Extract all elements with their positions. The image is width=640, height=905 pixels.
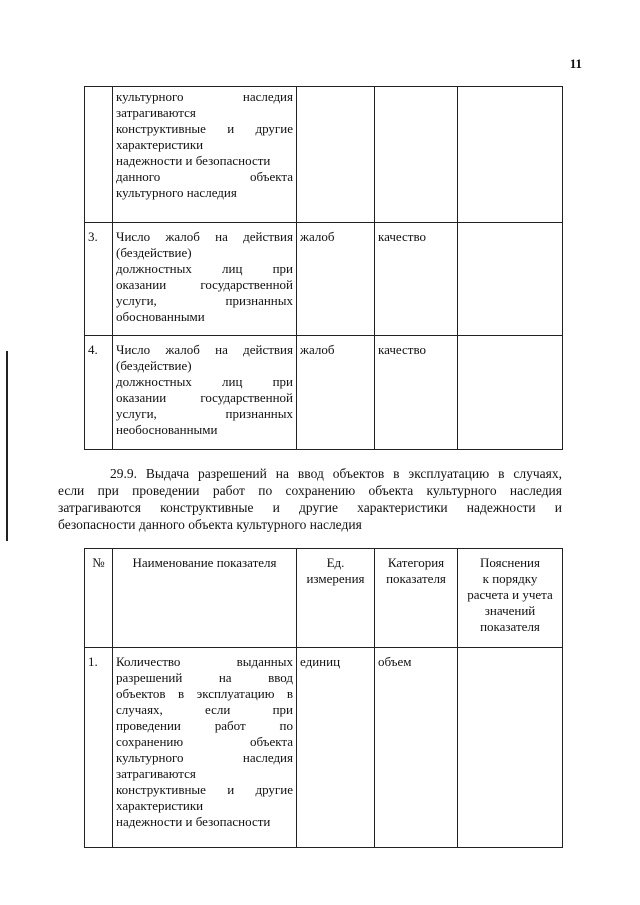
name-line: (бездействие) xyxy=(116,358,192,373)
unit-cell: жалоб xyxy=(297,223,375,336)
indicators-table-continued xyxy=(84,86,563,450)
name-line: затрагиваются xyxy=(116,105,196,120)
table-row xyxy=(85,336,563,450)
margin-mark xyxy=(6,351,8,541)
name-line: культурного наследия xyxy=(116,185,237,200)
indicator-name-cell xyxy=(113,87,297,223)
heading-line: затрагиваются конструктивные и другие характеристики надежности и xyxy=(58,500,562,515)
name-line: культурного наследия xyxy=(116,750,293,765)
name-line: характеристики xyxy=(116,798,204,813)
table-row xyxy=(85,223,563,336)
name-line: Число жалоб на действия xyxy=(116,342,293,357)
category-cell: качество xyxy=(375,223,458,336)
category-cell xyxy=(375,87,458,223)
name-line: затрагиваются xyxy=(116,766,196,781)
header-unit xyxy=(297,549,375,648)
header-notes xyxy=(458,549,563,648)
notes-cell xyxy=(458,223,563,336)
header-notes-line: Пояснения xyxy=(479,555,540,570)
heading-line: если при проведении работ по сохранению объекта культурного наследия xyxy=(58,483,562,498)
indicator-name-cell xyxy=(113,223,297,336)
category-cell: качество xyxy=(375,336,458,450)
header-number: № xyxy=(85,549,113,648)
header-unit-line: Ед. xyxy=(326,555,345,570)
name-line: случаях, если при xyxy=(116,702,293,717)
header-notes-line: показателя xyxy=(480,619,540,634)
name-line: оказании государственной xyxy=(116,277,293,292)
header-name: Наименование показателя xyxy=(113,549,297,648)
name-line: необоснованными xyxy=(116,422,218,437)
header-notes-line: значений xyxy=(484,603,536,618)
name-line: услуги, признанных xyxy=(116,406,293,421)
name-line: культурного наследия xyxy=(116,89,293,104)
name-line: сохранению объекта xyxy=(116,734,293,749)
header-category xyxy=(375,549,458,648)
row-number-cell: 3. xyxy=(85,223,113,336)
row-number-cell: 4. xyxy=(85,336,113,450)
name-line: конструктивные и другие xyxy=(116,121,293,136)
notes-cell xyxy=(458,336,563,450)
name-line: характеристики xyxy=(116,137,204,152)
header-notes-line: к порядку xyxy=(482,571,538,586)
name-line: данного объекта xyxy=(116,169,293,184)
header-category-line: показателя xyxy=(386,571,446,586)
name-line: объектов в эксплуатацию в xyxy=(116,686,293,701)
header-category-line: Категория xyxy=(387,555,445,570)
name-line: проведении работ по xyxy=(116,718,293,733)
header-notes-line: расчета и учета xyxy=(467,587,553,602)
name-line: услуги, признанных xyxy=(116,293,293,308)
section-heading xyxy=(58,465,562,533)
table-row xyxy=(85,87,563,223)
notes-cell xyxy=(458,87,563,223)
notes-cell xyxy=(458,648,563,848)
name-line: надежности и безопасности xyxy=(116,814,271,829)
heading-line: 29.9. Выдача разрешений на ввод объектов в эксплуатацию в случаях, xyxy=(110,466,562,481)
name-line: (бездействие) xyxy=(116,245,192,260)
unit-cell xyxy=(297,87,375,223)
header-unit-line: измерения xyxy=(306,571,365,586)
name-line: должностных лиц при xyxy=(116,261,293,276)
table-row xyxy=(85,648,563,848)
unit-cell: единиц xyxy=(297,648,375,848)
name-line: надежности и безопасности xyxy=(116,153,271,168)
name-line: Количество выданных xyxy=(116,654,293,669)
name-line: конструктивные и другие xyxy=(116,782,293,797)
name-line: разрешений на ввод xyxy=(116,670,293,685)
row-number-cell: 1. xyxy=(85,648,113,848)
heading-line: безопасности данного объекта культурного наследия xyxy=(58,517,362,532)
row-number-cell xyxy=(85,87,113,223)
name-line: оказании государственной xyxy=(116,390,293,405)
name-line: должностных лиц при xyxy=(116,374,293,389)
unit-cell: жалоб xyxy=(297,336,375,450)
name-line: Число жалоб на действия xyxy=(116,229,293,244)
category-cell: объем xyxy=(375,648,458,848)
indicator-name-cell xyxy=(113,648,297,848)
name-line: обоснованными xyxy=(116,309,205,324)
table-header-row xyxy=(85,549,563,648)
indicators-table xyxy=(84,548,563,848)
indicator-name-cell xyxy=(113,336,297,450)
page-number: 11 xyxy=(569,56,582,71)
